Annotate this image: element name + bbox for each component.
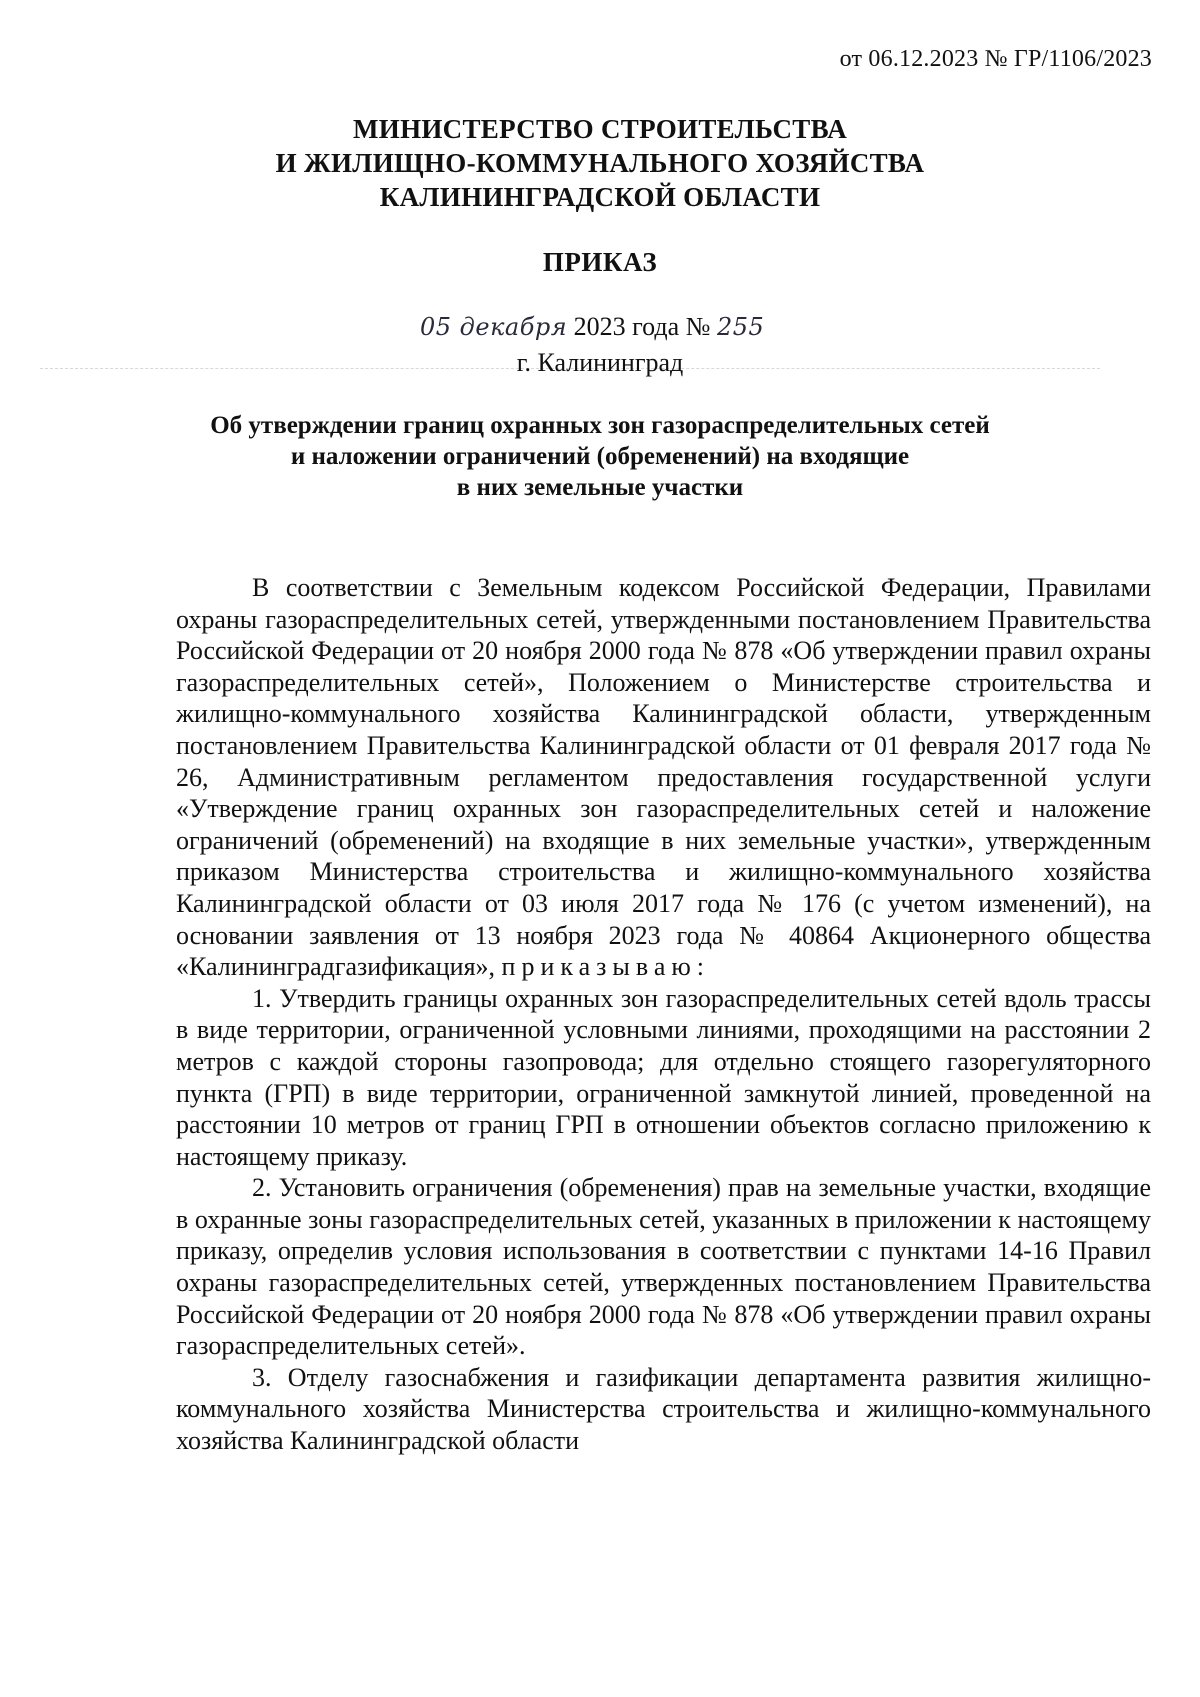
document-type: ПРИКАЗ xyxy=(542,247,658,277)
order-item: 1. Утвердить границы охранных зон газораспределительных сетей вдоль трассы в виде территории, ограниченной условными линиями, проходящими на расстоянии 2 метров с каждой стороны газопровода; для отдельно стоящего газорегуляторного пункта (ГРП) в виде территории, ограниченной замкнутой линией, проведенной на расстоянии 10 метров от границ ГРП в отношении объектов согласно приложению к настоящему приказу. xyxy=(176,983,1151,1171)
handwritten-order-number: 255 xyxy=(716,313,765,341)
handwritten-date: 05 декабря xyxy=(420,313,568,341)
ministry-title-line: И ЖИЛИЩНО-КОММУНАЛЬНОГО ХОЗЯЙСТВА xyxy=(275,148,925,178)
order-date-line xyxy=(420,312,764,342)
preamble-text: В соответствии с Земельным кодексом Российской Федерации, Правилами охраны газораспределительных сетей, утвержденными постановлением Правительства Российской Федерации от 20 ноября 2000 года № 878 «Об утверждении правил охраны газораспределительных сетей», Положением о Министерстве строительства и жилищно-коммунального хозяйства Калининградской области, утвержденным постановлением Правительства Калининградской области от 01 февраля 2017 года № 26, Административным регламентом предоставления государственной услуги «Утверждение границ охранных зон газораспределительных сетей и наложение ограничений (обременений) на входящие в них земельные участки», утвержденным приказом Министерства строительства и жилищно-коммунального хозяйства Калининградской области от 03 июля 2017 года № 176 (с учетом изменений), на основании заявления от 13 ноября 2023 года № 40864 Акционерного общества «Калининградгазификация», xyxy=(176,573,1151,982)
ministry-title-line: КАЛИНИНГРАДСКОЙ ОБЛАСТИ xyxy=(379,182,821,212)
city: г. Калининград xyxy=(516,348,684,377)
preamble-paragraph xyxy=(176,572,1151,983)
order-item: 2. Установить ограничения (обременения) прав на земельные участки, входящие в охранные зоны газораспределительных сетей, указанных в приложении к настоящему приказу, определив условия использования в соответствии с пунктами 14-16 Правил охраны газораспределительных сетей, утвержденных постановлением Правительства Российской Федерации от 20 ноября 2000 года № 878 «Об утверждении правил охраны газораспределительных сетей». xyxy=(176,1173,1151,1361)
registration-number: от 06.12.2023 № ГР/1106/2023 xyxy=(839,46,1152,72)
order-item: 3. Отделу газоснабжения и газификации департамента развития жилищно-коммунального хозяйства Министерства строительства и жилищно-коммунального хозяйства Калининградской области xyxy=(176,1362,1151,1456)
subject-line: в них земельные участки xyxy=(456,474,744,501)
subject-line: Об утверждении границ охранных зон газораспределительных сетей xyxy=(210,412,990,439)
order-word: приказываю: xyxy=(501,952,711,982)
printed-date-text: 2023 года № xyxy=(573,312,711,341)
subject-line: и наложении ограничений (обременений) на входящие xyxy=(290,443,910,470)
document-body xyxy=(176,572,1151,1457)
ministry-title-line: МИНИСТЕРСТВО СТРОИТЕЛЬСТВА xyxy=(352,114,847,144)
ministry-title xyxy=(0,112,1200,214)
document-subject xyxy=(0,410,1200,503)
